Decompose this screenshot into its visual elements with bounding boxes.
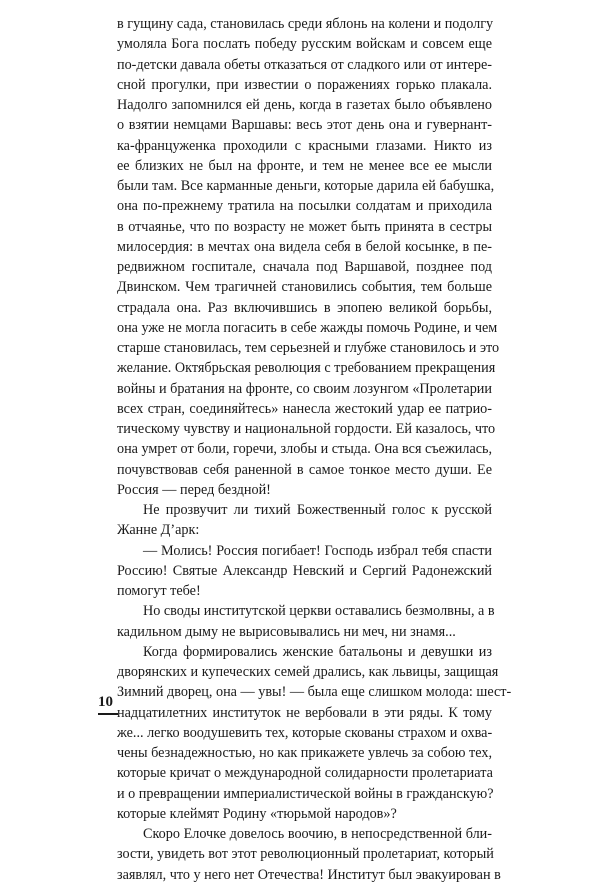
text-line: же... легко воодушевить тех, которые скованы страхом и охва-: [117, 724, 493, 741]
text-line: войны и братания на фронте, со своим лозунгом «Пролетарии: [117, 380, 492, 397]
text-line: помогут тебе!: [117, 583, 201, 599]
text-line: и о превращении империалистической войны в гражданскую?: [117, 785, 494, 802]
text-line: милосердия: в мечтах она видела себя в белой косынке, в пе-: [117, 238, 492, 255]
text-line: редвижном госпитале, сначала под Варшавой, позднее под: [117, 259, 492, 275]
text-line: надцатилетних институток не вербовали в эти ряды. К тому: [117, 704, 492, 721]
text-line: заявлял, что у него нет Отечества! Институт был эвакуирован в: [117, 866, 501, 883]
text-line: Жанне Д’арк:: [117, 522, 200, 539]
text-line: Зимний дворец, она — увы! — была еще слишком молода: шест-: [117, 684, 512, 701]
text-line: Двинском. Чем трагичней становились события, тем больше: [117, 279, 492, 296]
page-number: 10: [98, 693, 118, 715]
text-line: ка-француженка проходили с красными глазами. Никто из: [117, 137, 492, 154]
text-line: были там. Все карманные деньги, которые дарила ей бабушка,: [117, 178, 495, 194]
text-line: Россию! Святые Александр Невский и Сергий Радонежский: [117, 562, 492, 579]
text-line: она уже не могла погасить в себе жажды помочь Родине, и чем: [117, 319, 498, 336]
text-line: Надолго запомнился ей день, когда в газетах было объявлено: [117, 97, 492, 113]
text-line: о взятии немцами Варшавы: весь этот день она и гувернант-: [117, 117, 492, 134]
text-line: чены безнадежностью, но как прикажете увлечь за собою тех,: [117, 745, 493, 761]
text-line: почувствовав себя раненной в самое тонкое место души. Ее: [117, 461, 492, 478]
text-line: ее близких не был на фронте, и тем не менее все ее мысли: [117, 157, 492, 174]
text-line: сной прогулки, при известии о поражениях горько плакала.: [117, 76, 492, 93]
text-line: желание. Октябрьская революция с требованием прекращения: [117, 360, 496, 377]
text-line: она умрет от боли, горечи, злобы и стыда. Она вся съежилась,: [117, 441, 493, 458]
text-line: она по-прежнему тратила на посылки солдатам и приходила: [117, 198, 492, 215]
book-page-text: [117, 14, 512, 885]
text-line: Не прозвучит ли тихий Божественный голос к русской: [143, 502, 492, 518]
text-line: дворянских и купеческих семей дрались, как львицы, защищая: [117, 664, 499, 680]
text-line: Россия — перед бездной!: [117, 481, 271, 498]
text-line: страдала она. Раз включившись в эпопею великой борьбы,: [117, 299, 492, 316]
text-line: Скоро Елочке довелось воочию, в непосредственной бли-: [143, 826, 492, 842]
text-line: Но своды институтской церкви оставались безмолвны, а в: [143, 603, 495, 620]
text-line: кадильном дыму не вырисовывались ни меч, ни знамя...: [117, 623, 456, 640]
text-line: которые кричат о международной солидарности пролетариата: [117, 765, 493, 782]
text-line: в отчаянье, что по возрасту не может быть принята в сестры: [117, 218, 492, 235]
text-line: зости, увидеть вот этот революционный пролетариат, который: [117, 846, 494, 863]
text-line: старше становилась, тем серьезней и глубже становилось и это: [117, 340, 500, 356]
text-line: Когда формировались женские батальоны и девушки из: [143, 643, 492, 660]
text-line: — Молись! Россия погибает! Господь избрал тебя спасти: [143, 542, 492, 559]
text-line: по-детски давала обеты отказаться от сладкого или от интере-: [117, 56, 492, 73]
text-line: умоляла Бога послать победу русским войскам и совсем еще: [117, 36, 492, 53]
text-line: которые клеймят Родину «тюрьмой народов»?: [117, 805, 397, 822]
text-line: тическому чувству и национальной гордости. Ей казалось, что: [117, 421, 496, 437]
text-line: всех стран, соединяйтесь» нанесла жестокий удар ее патрио-: [117, 400, 492, 417]
text-line: в гущину сада, становилась среди яблонь на колени и подолгу: [117, 16, 494, 32]
